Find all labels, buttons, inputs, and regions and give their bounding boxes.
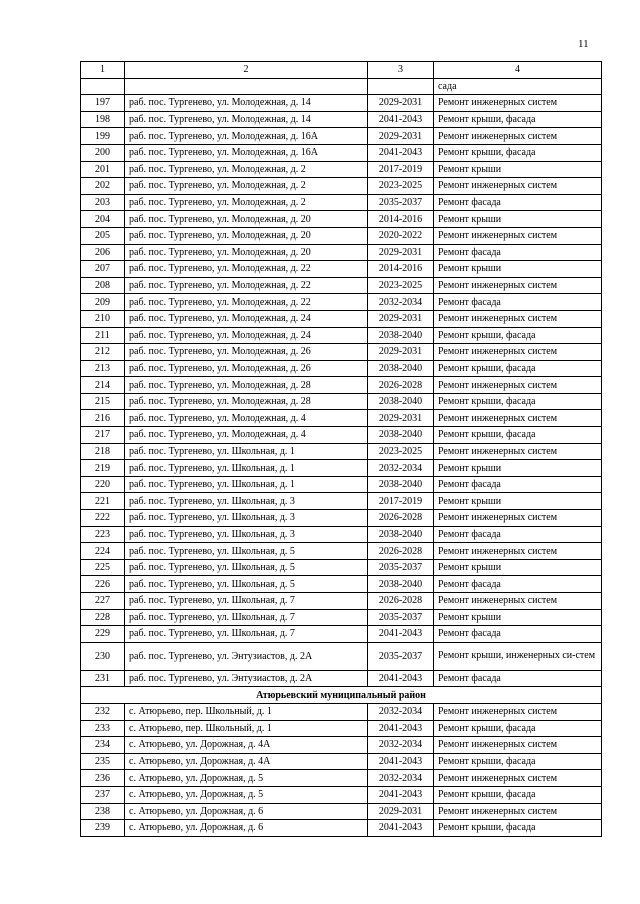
row-address: с. Атюрьево, ул. Дорожная, д. 4А bbox=[125, 737, 368, 754]
row-period: 2014-2016 bbox=[368, 261, 434, 278]
row-address: раб. пос. Тургенево, ул. Школьная, д. 3 bbox=[125, 526, 368, 543]
row-period: 2038-2040 bbox=[368, 327, 434, 344]
row-work: Ремонт инженерных систем bbox=[434, 310, 602, 327]
row-period: 2038-2040 bbox=[368, 576, 434, 593]
row-address: раб. пос. Тургенево, ул. Молодежная, д. 4 bbox=[125, 410, 368, 427]
row-address: с. Атюрьево, ул. Дорожная, д. 6 bbox=[125, 803, 368, 820]
row-period: 2032-2034 bbox=[368, 460, 434, 477]
row-work: Ремонт инженерных систем bbox=[434, 593, 602, 610]
column-number-2: 2 bbox=[125, 62, 368, 79]
row-address: раб. пос. Тургенево, ул. Школьная, д. 3 bbox=[125, 510, 368, 527]
row-address bbox=[125, 78, 368, 95]
row-number: 213 bbox=[81, 360, 125, 377]
table-row bbox=[81, 244, 602, 261]
row-address: раб. пос. Тургенево, ул. Школьная, д. 1 bbox=[125, 443, 368, 460]
table-row bbox=[81, 576, 602, 593]
row-period: 2023-2025 bbox=[368, 178, 434, 195]
row-number: 203 bbox=[81, 194, 125, 211]
row-period: 2026-2028 bbox=[368, 377, 434, 394]
row-address: раб. пос. Тургенево, ул. Молодежная, д. 22 bbox=[125, 294, 368, 311]
row-work: Ремонт фасада bbox=[434, 670, 602, 687]
row-work: Ремонт фасада bbox=[434, 476, 602, 493]
table-row bbox=[81, 144, 602, 161]
row-address: раб. пос. Тургенево, ул. Школьная, д. 5 bbox=[125, 543, 368, 560]
column-number-4: 4 bbox=[434, 62, 602, 79]
row-number: 226 bbox=[81, 576, 125, 593]
row-number: 232 bbox=[81, 703, 125, 720]
row-period: 2029-2031 bbox=[368, 803, 434, 820]
row-work: Ремонт крыши, фасада bbox=[434, 720, 602, 737]
row-number: 207 bbox=[81, 261, 125, 278]
row-work: Ремонт инженерных систем bbox=[434, 510, 602, 527]
row-work: Ремонт инженерных систем bbox=[434, 128, 602, 145]
row-work: Ремонт крыши, инженерных си-стем bbox=[434, 642, 602, 670]
row-work: Ремонт крыши, фасада bbox=[434, 111, 602, 128]
row-period: 2041-2043 bbox=[368, 626, 434, 643]
column-number-1: 1 bbox=[81, 62, 125, 79]
row-number: 224 bbox=[81, 543, 125, 560]
row-period: 2029-2031 bbox=[368, 244, 434, 261]
row-address: с. Атюрьево, ул. Дорожная, д. 6 bbox=[125, 820, 368, 837]
table-row bbox=[81, 178, 602, 195]
row-address: раб. пос. Тургенево, ул. Молодежная, д. 16А bbox=[125, 128, 368, 145]
row-number: 201 bbox=[81, 161, 125, 178]
table-row bbox=[81, 211, 602, 228]
row-address: раб. пос. Тургенево, ул. Молодежная, д. 2 bbox=[125, 161, 368, 178]
row-address: раб. пос. Тургенево, ул. Молодежная, д. 22 bbox=[125, 261, 368, 278]
row-period bbox=[368, 78, 434, 95]
row-work: Ремонт инженерных систем bbox=[434, 410, 602, 427]
table-row bbox=[81, 310, 602, 327]
table-row bbox=[81, 737, 602, 754]
table-row bbox=[81, 95, 602, 112]
table-row bbox=[81, 493, 602, 510]
table-row bbox=[81, 770, 602, 787]
row-work: Ремонт инженерных систем bbox=[434, 178, 602, 195]
row-period: 2038-2040 bbox=[368, 526, 434, 543]
row-number: 239 bbox=[81, 820, 125, 837]
row-address: раб. пос. Тургенево, ул. Школьная, д. 3 bbox=[125, 493, 368, 510]
table-row bbox=[81, 609, 602, 626]
row-number: 218 bbox=[81, 443, 125, 460]
row-number: 197 bbox=[81, 95, 125, 112]
row-work: Ремонт фасада bbox=[434, 244, 602, 261]
row-period: 2035-2037 bbox=[368, 609, 434, 626]
row-address: раб. пос. Тургенево, ул. Молодежная, д. 20 bbox=[125, 227, 368, 244]
row-work: Ремонт крыши bbox=[434, 211, 602, 228]
row-number: 228 bbox=[81, 609, 125, 626]
row-address: раб. пос. Тургенево, ул. Молодежная, д. 24 bbox=[125, 327, 368, 344]
row-number: 223 bbox=[81, 526, 125, 543]
row-number: 212 bbox=[81, 344, 125, 361]
row-address: раб. пос. Тургенево, ул. Молодежная, д. 2 bbox=[125, 194, 368, 211]
row-number: 219 bbox=[81, 460, 125, 477]
page-number: 11 bbox=[578, 38, 589, 50]
table-row bbox=[81, 703, 602, 720]
row-work: Ремонт инженерных систем bbox=[434, 443, 602, 460]
row-work: Ремонт крыши, фасада bbox=[434, 820, 602, 837]
row-work: Ремонт крыши, фасада bbox=[434, 360, 602, 377]
row-number: 227 bbox=[81, 593, 125, 610]
row-address: раб. пос. Тургенево, ул. Молодежная, д. 20 bbox=[125, 244, 368, 261]
row-period: 2023-2025 bbox=[368, 277, 434, 294]
row-work: Ремонт фасада bbox=[434, 576, 602, 593]
row-work: Ремонт инженерных систем bbox=[434, 227, 602, 244]
row-work: Ремонт инженерных систем bbox=[434, 277, 602, 294]
row-address: раб. пос. Тургенево, ул. Молодежная, д. 22 bbox=[125, 277, 368, 294]
row-number: 235 bbox=[81, 753, 125, 770]
table-row bbox=[81, 277, 602, 294]
section-title: Атюрьевский муниципальный район bbox=[81, 687, 602, 704]
row-period: 2035-2037 bbox=[368, 559, 434, 576]
row-number: 221 bbox=[81, 493, 125, 510]
row-number: 222 bbox=[81, 510, 125, 527]
row-period: 2020-2022 bbox=[368, 227, 434, 244]
row-address: раб. пос. Тургенево, ул. Молодежная, д. 14 bbox=[125, 95, 368, 112]
row-address: раб. пос. Тургенево, ул. Энтузиастов, д. 2А bbox=[125, 670, 368, 687]
row-work: Ремонт крыши, фасада bbox=[434, 753, 602, 770]
row-work: Ремонт инженерных систем bbox=[434, 344, 602, 361]
row-period: 2023-2025 bbox=[368, 443, 434, 460]
row-period: 2038-2040 bbox=[368, 360, 434, 377]
table-row bbox=[81, 261, 602, 278]
row-work: Ремонт инженерных систем bbox=[434, 95, 602, 112]
row-period: 2029-2031 bbox=[368, 410, 434, 427]
table-row bbox=[81, 670, 602, 687]
row-period: 2029-2031 bbox=[368, 95, 434, 112]
row-number: 225 bbox=[81, 559, 125, 576]
row-address: раб. пос. Тургенево, ул. Молодежная, д. 26 bbox=[125, 360, 368, 377]
row-address: раб. пос. Тургенево, ул. Школьная, д. 5 bbox=[125, 559, 368, 576]
table-row bbox=[81, 820, 602, 837]
row-address: раб. пос. Тургенево, ул. Школьная, д. 7 bbox=[125, 626, 368, 643]
row-period: 2038-2040 bbox=[368, 476, 434, 493]
row-work: Ремонт фасада bbox=[434, 526, 602, 543]
row-work: Ремонт инженерных систем bbox=[434, 543, 602, 560]
row-period: 2029-2031 bbox=[368, 128, 434, 145]
row-work: Ремонт крыши, фасада bbox=[434, 427, 602, 444]
row-address: раб. пос. Тургенево, ул. Молодежная, д. 26 bbox=[125, 344, 368, 361]
row-number: 211 bbox=[81, 327, 125, 344]
row-period: 2032-2034 bbox=[368, 294, 434, 311]
table-row bbox=[81, 803, 602, 820]
row-address: с. Атюрьево, ул. Дорожная, д. 4А bbox=[125, 753, 368, 770]
row-work: Ремонт инженерных систем bbox=[434, 770, 602, 787]
row-number: 215 bbox=[81, 393, 125, 410]
row-address: раб. пос. Тургенево, ул. Молодежная, д. 4 bbox=[125, 427, 368, 444]
row-address: с. Атюрьево, пер. Школьный, д. 1 bbox=[125, 720, 368, 737]
row-work: Ремонт инженерных систем bbox=[434, 803, 602, 820]
row-work: Ремонт фасада bbox=[434, 194, 602, 211]
repair-schedule-table bbox=[80, 61, 602, 837]
row-address: раб. пос. Тургенево, ул. Школьная, д. 1 bbox=[125, 460, 368, 477]
section-header-row bbox=[81, 687, 602, 704]
table-row bbox=[81, 443, 602, 460]
table-header-row bbox=[81, 62, 602, 79]
row-number: 216 bbox=[81, 410, 125, 427]
table-row bbox=[81, 111, 602, 128]
row-work: Ремонт инженерных систем bbox=[434, 703, 602, 720]
row-period: 2017-2019 bbox=[368, 493, 434, 510]
row-work: Ремонт крыши, фасада bbox=[434, 786, 602, 803]
row-period: 2026-2028 bbox=[368, 543, 434, 560]
row-address: раб. пос. Тургенево, ул. Школьная, д. 5 bbox=[125, 576, 368, 593]
table-row bbox=[81, 786, 602, 803]
row-address: раб. пос. Тургенево, ул. Молодежная, д. 28 bbox=[125, 377, 368, 394]
row-period: 2038-2040 bbox=[368, 393, 434, 410]
row-number: 209 bbox=[81, 294, 125, 311]
table-row bbox=[81, 626, 602, 643]
row-period: 2035-2037 bbox=[368, 642, 434, 670]
row-address: с. Атюрьево, ул. Дорожная, д. 5 bbox=[125, 786, 368, 803]
row-address: с. Атюрьево, пер. Школьный, д. 1 bbox=[125, 703, 368, 720]
table-row bbox=[81, 377, 602, 394]
row-period: 2041-2043 bbox=[368, 670, 434, 687]
row-work: Ремонт крыши, фасада bbox=[434, 393, 602, 410]
row-address: раб. пос. Тургенево, ул. Молодежная, д. 20 bbox=[125, 211, 368, 228]
row-period: 2032-2034 bbox=[368, 703, 434, 720]
table-row bbox=[81, 460, 602, 477]
row-address: раб. пос. Тургенево, ул. Молодежная, д. 16А bbox=[125, 144, 368, 161]
table-row bbox=[81, 753, 602, 770]
row-period: 2041-2043 bbox=[368, 144, 434, 161]
row-period: 2029-2031 bbox=[368, 344, 434, 361]
row-work: Ремонт фасада bbox=[434, 294, 602, 311]
row-number: 210 bbox=[81, 310, 125, 327]
continuation-row bbox=[81, 78, 602, 95]
row-number: 202 bbox=[81, 178, 125, 195]
row-period: 2041-2043 bbox=[368, 720, 434, 737]
row-work: Ремонт крыши bbox=[434, 161, 602, 178]
row-work: Ремонт крыши bbox=[434, 609, 602, 626]
row-period: 2041-2043 bbox=[368, 753, 434, 770]
row-period: 2029-2031 bbox=[368, 310, 434, 327]
table-row bbox=[81, 393, 602, 410]
row-address: раб. пос. Тургенево, ул. Школьная, д. 1 bbox=[125, 476, 368, 493]
row-period: 2026-2028 bbox=[368, 510, 434, 527]
table-row bbox=[81, 194, 602, 211]
row-number: 199 bbox=[81, 128, 125, 145]
table-row bbox=[81, 720, 602, 737]
row-period: 2041-2043 bbox=[368, 111, 434, 128]
row-address: раб. пос. Тургенево, ул. Молодежная, д. 14 bbox=[125, 111, 368, 128]
row-address: с. Атюрьево, ул. Дорожная, д. 5 bbox=[125, 770, 368, 787]
row-number: 234 bbox=[81, 737, 125, 754]
table-row bbox=[81, 128, 602, 145]
table-row bbox=[81, 510, 602, 527]
table-row bbox=[81, 227, 602, 244]
row-work: Ремонт крыши bbox=[434, 460, 602, 477]
table-row bbox=[81, 344, 602, 361]
row-work: Ремонт крыши, фасада bbox=[434, 144, 602, 161]
table-row bbox=[81, 476, 602, 493]
table-row bbox=[81, 161, 602, 178]
table-row bbox=[81, 642, 602, 670]
column-number-3: 3 bbox=[368, 62, 434, 79]
row-number bbox=[81, 78, 125, 95]
row-period: 2032-2034 bbox=[368, 737, 434, 754]
row-work: Ремонт крыши bbox=[434, 261, 602, 278]
table-row bbox=[81, 427, 602, 444]
row-address: раб. пос. Тургенево, ул. Молодежная, д. 2 bbox=[125, 178, 368, 195]
row-number: 200 bbox=[81, 144, 125, 161]
row-address: раб. пос. Тургенево, ул. Молодежная, д. 24 bbox=[125, 310, 368, 327]
row-period: 2041-2043 bbox=[368, 786, 434, 803]
table-row bbox=[81, 410, 602, 427]
row-work: Ремонт крыши bbox=[434, 493, 602, 510]
row-number: 237 bbox=[81, 786, 125, 803]
row-number: 205 bbox=[81, 227, 125, 244]
row-address: раб. пос. Тургенево, ул. Энтузиастов, д. 2А bbox=[125, 642, 368, 670]
table-row bbox=[81, 294, 602, 311]
row-period: 2014-2016 bbox=[368, 211, 434, 228]
row-period: 2035-2037 bbox=[368, 194, 434, 211]
row-work: Ремонт инженерных систем bbox=[434, 737, 602, 754]
row-number: 231 bbox=[81, 670, 125, 687]
table-row bbox=[81, 593, 602, 610]
row-number: 214 bbox=[81, 377, 125, 394]
row-number: 208 bbox=[81, 277, 125, 294]
row-period: 2026-2028 bbox=[368, 593, 434, 610]
row-number: 233 bbox=[81, 720, 125, 737]
row-work: Ремонт крыши, фасада bbox=[434, 327, 602, 344]
row-period: 2038-2040 bbox=[368, 427, 434, 444]
row-number: 236 bbox=[81, 770, 125, 787]
table-row bbox=[81, 526, 602, 543]
row-period: 2041-2043 bbox=[368, 820, 434, 837]
row-address: раб. пос. Тургенево, ул. Школьная, д. 7 bbox=[125, 593, 368, 610]
row-work: сада bbox=[434, 78, 602, 95]
table-row bbox=[81, 327, 602, 344]
row-number: 206 bbox=[81, 244, 125, 261]
row-number: 220 bbox=[81, 476, 125, 493]
row-number: 229 bbox=[81, 626, 125, 643]
row-address: раб. пос. Тургенево, ул. Школьная, д. 7 bbox=[125, 609, 368, 626]
row-period: 2032-2034 bbox=[368, 770, 434, 787]
table-row bbox=[81, 543, 602, 560]
row-number: 204 bbox=[81, 211, 125, 228]
row-number: 238 bbox=[81, 803, 125, 820]
row-work: Ремонт фасада bbox=[434, 626, 602, 643]
row-work: Ремонт крыши bbox=[434, 559, 602, 576]
row-number: 198 bbox=[81, 111, 125, 128]
row-period: 2017-2019 bbox=[368, 161, 434, 178]
row-number: 217 bbox=[81, 427, 125, 444]
row-number: 230 bbox=[81, 642, 125, 670]
row-work: Ремонт инженерных систем bbox=[434, 377, 602, 394]
table-row bbox=[81, 559, 602, 576]
row-address: раб. пос. Тургенево, ул. Молодежная, д. 28 bbox=[125, 393, 368, 410]
table-row bbox=[81, 360, 602, 377]
